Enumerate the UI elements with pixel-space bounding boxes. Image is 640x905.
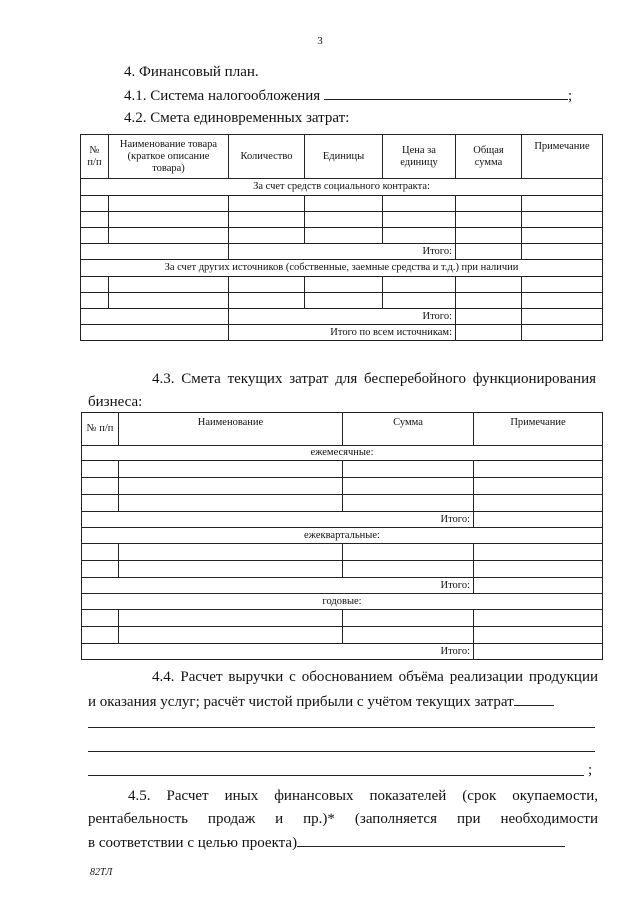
section-4-4-text: и оказания услуг; расчёт чистой прибыли с учётом текущих затрат: [88, 694, 514, 710]
section-4-5-line2: рентабельность продаж и пр.)* (заполняется при необходимости: [88, 811, 598, 827]
group-row-quarterly: [82, 528, 603, 544]
table-row[interactable]: [81, 277, 603, 293]
col-header-units: Единицы: [305, 135, 383, 179]
total-value-cell[interactable]: [474, 644, 603, 660]
tax-system-field[interactable]: [324, 87, 568, 100]
col-header-quantity: Количество: [229, 135, 305, 179]
col-header-number: № п/п: [82, 413, 119, 446]
group-row-monthly: [82, 446, 603, 461]
total-row: [82, 644, 603, 660]
total-row: [82, 512, 603, 528]
table-header-row: [82, 413, 603, 446]
total-label: Итого:: [82, 644, 474, 660]
table-header-row: [81, 135, 603, 179]
financial-indicators-field[interactable]: [297, 834, 565, 847]
col-header-total-sum: Общая сумма: [456, 135, 522, 179]
page-number: 3: [317, 35, 323, 47]
total-label: Итого:: [229, 309, 456, 325]
current-costs-table: [81, 412, 603, 660]
table-row[interactable]: [81, 196, 603, 212]
group-row-social-contract: [81, 179, 603, 196]
total-row: [82, 578, 603, 594]
section-4-1-label: 4.1. Система налогообложения: [124, 88, 321, 104]
col-header-name: Наименование товара (краткое описание товара): [109, 135, 229, 179]
grand-total-value-cell[interactable]: [456, 325, 522, 341]
table-row[interactable]: [82, 495, 603, 512]
total-value-cell[interactable]: [474, 512, 603, 528]
section-4-1-line: [124, 87, 572, 105]
one-time-costs-table: [80, 134, 603, 341]
table-row[interactable]: [81, 212, 603, 228]
section-4-5-line3: [88, 834, 565, 852]
revenue-calc-line[interactable]: [88, 751, 595, 752]
section-4-title: 4. Финансовый план.: [124, 64, 259, 80]
group-label-annual: годовые:: [82, 594, 603, 610]
section-4-1-semicolon: ;: [567, 88, 573, 104]
group-label-social-contract: За счет средств социального контракта:: [81, 179, 603, 196]
col-header-name: Наименование: [119, 413, 343, 446]
section-4-2-title: 4.2. Смета единовременных затрат:: [124, 110, 350, 126]
revenue-calc-line[interactable]: [88, 775, 584, 776]
total-label: Итого:: [229, 244, 456, 260]
total-value-cell[interactable]: [474, 578, 603, 594]
group-row-annual: [82, 594, 603, 610]
section-4-4-line1: 4.4. Расчет выручки с обоснованием объёма реализации продукции: [152, 669, 598, 685]
table-row[interactable]: [82, 544, 603, 561]
col-header-notes: Примечание: [474, 413, 603, 446]
footer-code: 82ТЛ: [90, 867, 113, 878]
total-row: [81, 309, 603, 325]
table-row[interactable]: [82, 461, 603, 478]
grand-total-row: [81, 325, 603, 341]
table-row[interactable]: [82, 561, 603, 578]
section-4-5-text: в соответствии с целью проекта): [88, 835, 298, 851]
col-header-sum: Сумма: [343, 413, 474, 446]
total-label: Итого:: [82, 578, 474, 594]
total-value-cell[interactable]: [456, 309, 522, 325]
group-label-quarterly: ежеквартальные:: [82, 528, 603, 544]
group-label-other-sources: За счет других источников (собственные, заемные средства и т.д.) при наличии: [81, 260, 603, 277]
table-row[interactable]: [82, 610, 603, 627]
col-header-unit-price: Цена за единицу: [383, 135, 456, 179]
section-4-4-semicolon: ;: [588, 762, 593, 778]
total-row: [81, 244, 603, 260]
section-4-5-line1: 4.5. Расчет иных финансовых показателей (срок окупаемости,: [128, 788, 598, 804]
section-4-4-line2: [88, 693, 554, 711]
grand-total-label: Итого по всем источникам:: [229, 325, 456, 341]
table-row[interactable]: [81, 293, 603, 309]
section-4-3-line2: бизнеса:: [88, 394, 143, 410]
col-header-number: № п/п: [81, 135, 109, 179]
table-row[interactable]: [82, 478, 603, 495]
section-4-3-line1: 4.3. Смета текущих затрат для бесперебойного функционирования: [152, 371, 596, 387]
table-row[interactable]: [82, 627, 603, 644]
revenue-calc-line[interactable]: [88, 727, 595, 728]
group-label-monthly: ежемесячные:: [82, 446, 603, 461]
revenue-calc-field[interactable]: [514, 693, 554, 706]
table-row[interactable]: [81, 228, 603, 244]
col-header-notes: Примечание: [522, 135, 603, 179]
group-row-other-sources: [81, 260, 603, 277]
total-label: Итого:: [82, 512, 474, 528]
total-value-cell[interactable]: [456, 244, 522, 260]
